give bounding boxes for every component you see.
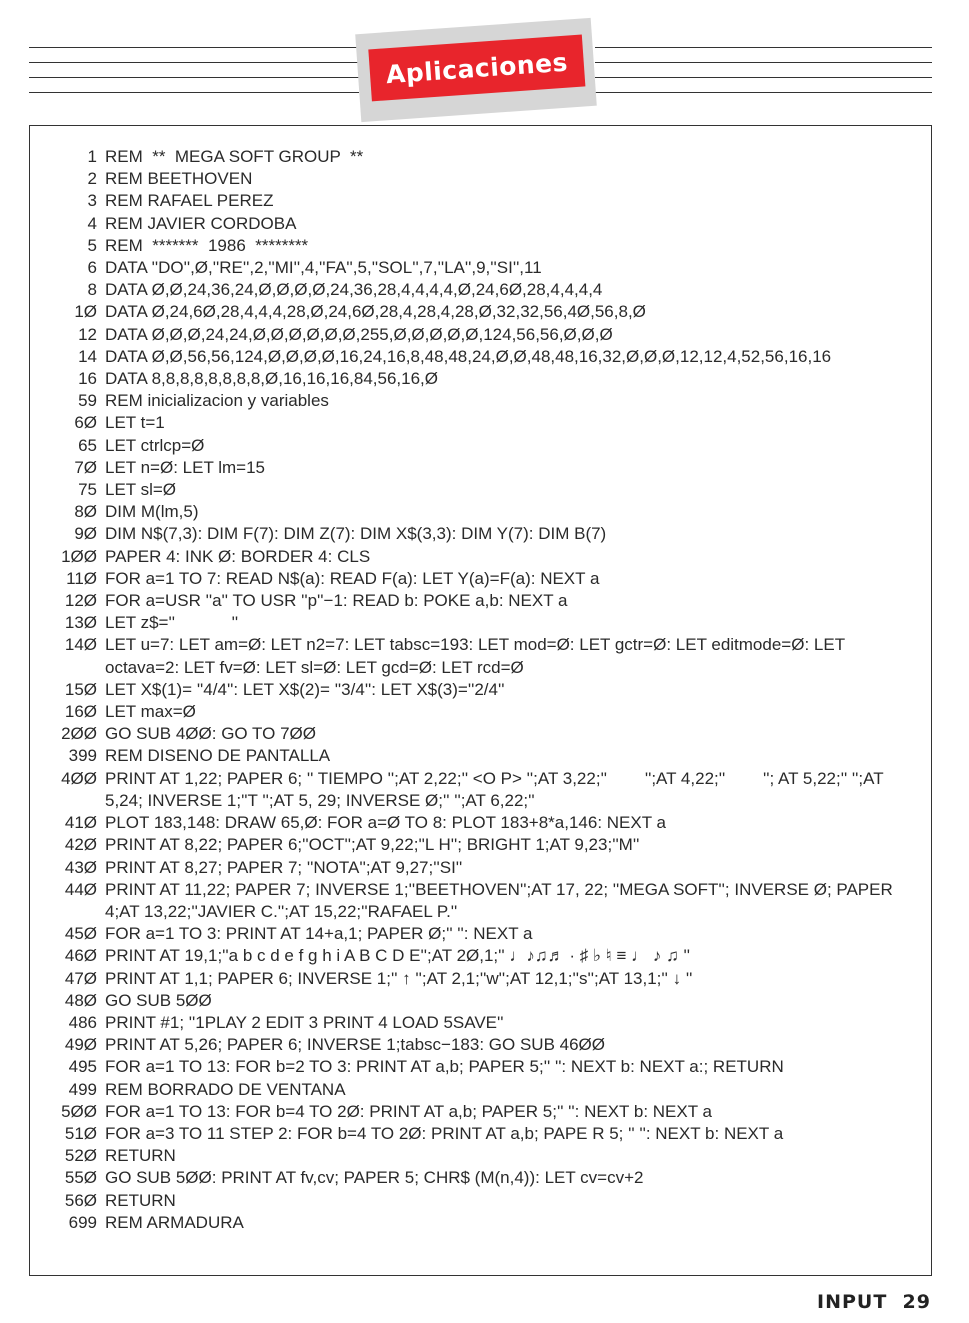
line-number: 56Ø	[64, 1190, 97, 1210]
code-line	[50, 812, 930, 834]
code-line	[50, 1079, 930, 1101]
line-code: DATA 8,8,8,8,8,8,8,8,Ø,16,16,16,84,56,16,Ø	[105, 369, 438, 389]
code-line	[50, 679, 930, 701]
line-number: 12Ø	[64, 591, 97, 611]
code-line	[50, 945, 930, 967]
line-code: PRINT AT 1,22; PAPER 6; '' TIEMPO '';AT 2,22;'' <O P> '';AT 3,22;'' '';AT 4,22;'' ''; AT 5,22;'' '';AT 5,24; INVERSE 1;''T '';AT 5, 29; INVERSE Ø;'' '';AT 6,22;''	[105, 768, 889, 810]
header-rule-right-3	[595, 77, 932, 78]
magazine-name: INPUT	[817, 1291, 888, 1313]
line-code: LET n=Ø: LET lm=15	[105, 457, 266, 477]
header-rule-left-2	[29, 62, 359, 63]
line-code: FOR a=1 TO 13: FOR b=4 TO 2Ø: PRINT AT a,b; PAPER 5;'' '': NEXT b: NEXT a	[105, 1101, 712, 1121]
line-code: REM DISENO DE PANTALLA	[105, 746, 331, 766]
code-line	[50, 590, 930, 612]
code-line	[50, 213, 930, 235]
line-number: 45Ø	[64, 924, 97, 944]
line-code: LET sl=Ø	[105, 480, 177, 500]
line-number: 59	[78, 391, 97, 411]
code-line	[50, 1012, 930, 1034]
line-code: LET X$(1)= ''4/4'': LET X$(2)= ''3/4'': LET X$(3)=''2/4''	[105, 679, 505, 699]
line-number: 8Ø	[74, 502, 97, 522]
line-code: FOR a=USR ''a'' TO USR ''p''−1: READ b: POKE a,b: NEXT a	[105, 591, 568, 611]
line-number: 4	[87, 213, 97, 233]
line-code: PRINT AT 8,22; PAPER 6;''OCT'';AT 9,22;''L H''; BRIGHT 1;AT 9,23;''M''	[105, 835, 640, 855]
line-code: DATA ''DO'',Ø,''RE'',2,''MI'',4,''FA'',5,''SOL'',7,''LA'',9,''SI'',11	[105, 258, 542, 278]
line-number: 11Ø	[66, 568, 97, 588]
code-line	[50, 412, 930, 434]
line-code: DATA Ø,Ø,56,56,124,Ø,Ø,Ø,Ø,16,24,16,8,48,48,24,Ø,Ø,48,48,16,32,Ø,Ø,Ø,12,12,4,52,56,16,16	[105, 346, 832, 366]
line-code: PRINT AT 5,26; PAPER 6; INVERSE 1;tabsc−183: GO SUB 46ØØ	[105, 1035, 605, 1055]
code-line	[50, 368, 930, 390]
section-banner	[355, 18, 597, 122]
code-line	[50, 1212, 930, 1234]
header-rule-left-3	[29, 77, 359, 78]
header-rule-right-4	[595, 92, 932, 93]
line-number: 51Ø	[64, 1123, 97, 1143]
line-code: REM ARMADURA	[105, 1212, 244, 1232]
code-line	[50, 1034, 930, 1056]
code-line	[50, 723, 930, 745]
line-number: 5	[87, 235, 97, 255]
code-line	[50, 257, 930, 279]
line-code: DATA Ø,Ø,24,36,24,Ø,Ø,Ø,Ø,24,36,28,4,4,4,4,Ø,24,6Ø,28,4,4,4,4	[105, 280, 603, 300]
line-number: 486	[68, 1012, 97, 1032]
line-number: 75	[78, 480, 97, 500]
code-line	[50, 857, 930, 879]
code-line	[50, 968, 930, 990]
code-line	[50, 990, 930, 1012]
line-number: 12	[78, 324, 97, 344]
line-code: FOR a=1 TO 3: PRINT AT 14+a,1; PAPER Ø;'' '': NEXT a	[105, 924, 533, 944]
line-code: LET ctrlcp=Ø	[105, 435, 205, 455]
line-number: 499	[68, 1079, 97, 1099]
header-rule-right-2	[595, 62, 932, 63]
line-code: LET u=7: LET am=Ø: LET n2=7: LET tabsc=193: LET mod=Ø: LET gctr=Ø: LET editmode=Ø: LET octava=2: LET fv=Ø: LET sl=Ø: LET gcd=Ø: LET rcd=Ø	[105, 635, 850, 677]
code-line	[50, 568, 930, 590]
code-line	[50, 235, 930, 257]
code-line	[50, 546, 930, 568]
line-code: REM ** MEGA SOFT GROUP **	[105, 147, 364, 166]
header-rule-left-1	[29, 47, 359, 48]
code-line	[50, 634, 930, 678]
line-number: 15Ø	[64, 679, 97, 699]
line-number: 49Ø	[64, 1035, 97, 1055]
code-line	[50, 1145, 930, 1167]
code-line	[50, 1190, 930, 1212]
code-line	[50, 301, 930, 323]
basic-listing	[50, 146, 930, 1234]
line-code: PLOT 183,148: DRAW 65,Ø: FOR a=Ø TO 8: PLOT 183+8*a,146: NEXT a	[105, 813, 666, 833]
line-number: 1Ø	[74, 302, 97, 322]
line-code: PAPER 4: INK Ø: BORDER 4: CLS	[105, 546, 371, 566]
line-number: 699	[68, 1212, 97, 1232]
line-number: 44Ø	[64, 879, 97, 899]
line-code: RETURN	[105, 1190, 176, 1210]
line-number: 14Ø	[64, 635, 97, 655]
code-line	[50, 279, 930, 301]
line-code: DIM M(lm,5)	[105, 502, 199, 522]
line-number: 13Ø	[64, 613, 97, 633]
line-number: 55Ø	[64, 1168, 97, 1188]
line-number: 41Ø	[64, 813, 97, 833]
line-code: GO SUB 5ØØ	[105, 990, 212, 1010]
code-line	[50, 768, 930, 812]
line-code: REM RAFAEL PEREZ	[105, 191, 274, 211]
code-line	[50, 168, 930, 190]
code-line	[50, 879, 930, 923]
line-number: 8	[87, 280, 97, 300]
line-number: 52Ø	[64, 1146, 97, 1166]
line-code: PRINT AT 11,22; PAPER 7; INVERSE 1;''BEETHOVEN'';AT 17, 22; ''MEGA SOFT''; INVERSE Ø; PAPER 4;AT 13,22;''JAVIER C.'';AT 15,22;''RAFAEL P.''	[105, 879, 898, 921]
line-number: 2ØØ	[61, 724, 97, 744]
line-number: 65	[78, 435, 97, 455]
code-line	[50, 1123, 930, 1145]
line-code: PRINT AT 1,1; PAPER 6; INVERSE 1;'' ↑ '';AT 2,1;''w'';AT 12,1;''s'';AT 13,1;'' ↓ ''	[105, 968, 693, 988]
line-code: REM BORRADO DE VENTANA	[105, 1079, 346, 1099]
line-number: 3	[87, 191, 97, 211]
line-code: DATA Ø,24,6Ø,28,4,4,4,28,Ø,24,6Ø,28,4,28,4,28,Ø,32,32,56,4Ø,56,8,Ø	[105, 302, 646, 322]
code-line	[50, 457, 930, 479]
code-line	[50, 612, 930, 634]
line-code: REM inicializacion y variables	[105, 391, 329, 411]
line-code: FOR a=3 TO 11 STEP 2: FOR b=4 TO 2Ø: PRINT AT a,b; PAPE R 5; '' '': NEXT b: NEXT a	[105, 1123, 784, 1143]
page-footer	[817, 1291, 931, 1313]
line-number: 16Ø	[64, 702, 97, 722]
code-line	[50, 923, 930, 945]
line-number: 46Ø	[64, 946, 97, 966]
line-number: 7Ø	[74, 457, 97, 477]
line-number: 43Ø	[64, 857, 97, 877]
header-rule-left-4	[29, 92, 359, 93]
line-number: 16	[78, 369, 97, 389]
code-line	[50, 1056, 930, 1078]
line-code: RETURN	[105, 1146, 176, 1166]
line-code: REM JAVIER CORDOBA	[105, 213, 297, 233]
line-number: 5ØØ	[61, 1101, 97, 1121]
header-rule-right-1	[595, 47, 932, 48]
line-number: 9Ø	[74, 524, 97, 544]
code-line	[50, 479, 930, 501]
code-line	[50, 435, 930, 457]
line-number: 495	[68, 1057, 97, 1077]
code-line	[50, 701, 930, 723]
line-code: PRINT AT 19,1;''a b c d e f g h i A B C D E'';AT 2Ø,1;'' ♩♪♫♬ · ♯ ♭ ♮ ≡ ♩ ♪ ♫ ''	[105, 946, 691, 966]
line-code: REM ******* 1986 ********	[105, 235, 309, 255]
line-code: GO SUB 5ØØ: PRINT AT fv,cv; PAPER 5; CHR$ (M(n,4)): LET cv=cv+2	[105, 1168, 644, 1188]
code-line	[50, 190, 930, 212]
section-banner-label	[368, 35, 585, 102]
code-line	[50, 324, 930, 346]
code-line	[50, 390, 930, 412]
code-line	[50, 834, 930, 856]
code-line	[50, 745, 930, 767]
line-number: 4ØØ	[61, 768, 97, 788]
line-code: LET t=1	[105, 413, 165, 433]
line-number: 42Ø	[64, 835, 97, 855]
line-number: 1	[87, 147, 97, 166]
line-code: LET z$='' ''	[105, 613, 239, 633]
line-code: DIM N$(7,3): DIM F(7): DIM Z(7): DIM X$(3,3): DIM Y(7): DIM B(7)	[105, 524, 607, 544]
line-number: 399	[68, 746, 97, 766]
code-line	[50, 501, 930, 523]
line-number: 1ØØ	[61, 546, 97, 566]
line-code: PRINT #1; ''1PLAY 2 EDIT 3 PRINT 4 LOAD 5SAVE''	[105, 1012, 504, 1032]
line-code: FOR a=1 TO 7: READ N$(a): READ F(a): LET Y(a)=F(a): NEXT a	[105, 568, 600, 588]
line-number: 6	[87, 258, 97, 278]
code-line	[50, 1167, 930, 1189]
code-line	[50, 523, 930, 545]
line-number: 14	[78, 346, 97, 366]
line-code: DATA Ø,Ø,Ø,24,24,Ø,Ø,Ø,Ø,Ø,Ø,255,Ø,Ø,Ø,Ø,Ø,124,56,56,Ø,Ø,Ø	[105, 324, 613, 344]
code-line	[50, 346, 930, 368]
line-code: GO SUB 4ØØ: GO TO 7ØØ	[105, 724, 316, 744]
code-line	[50, 1101, 930, 1123]
line-code: PRINT AT 8,27; PAPER 7; ''NOTA'';AT 9,27;''SI''	[105, 857, 463, 877]
line-code: LET max=Ø	[105, 702, 196, 722]
page-number: 29	[902, 1291, 931, 1313]
line-code: REM BEETHOVEN	[105, 169, 253, 189]
line-number: 47Ø	[64, 968, 97, 988]
line-code: FOR a=1 TO 13: FOR b=2 TO 3: PRINT AT a,b; PAPER 5;'' '': NEXT b: NEXT a:; RETURN	[105, 1057, 784, 1077]
line-number: 48Ø	[64, 990, 97, 1010]
code-line	[50, 146, 930, 168]
section-title: Aplicaciones	[384, 47, 569, 89]
line-number: 6Ø	[74, 413, 97, 433]
line-number: 2	[87, 169, 97, 189]
